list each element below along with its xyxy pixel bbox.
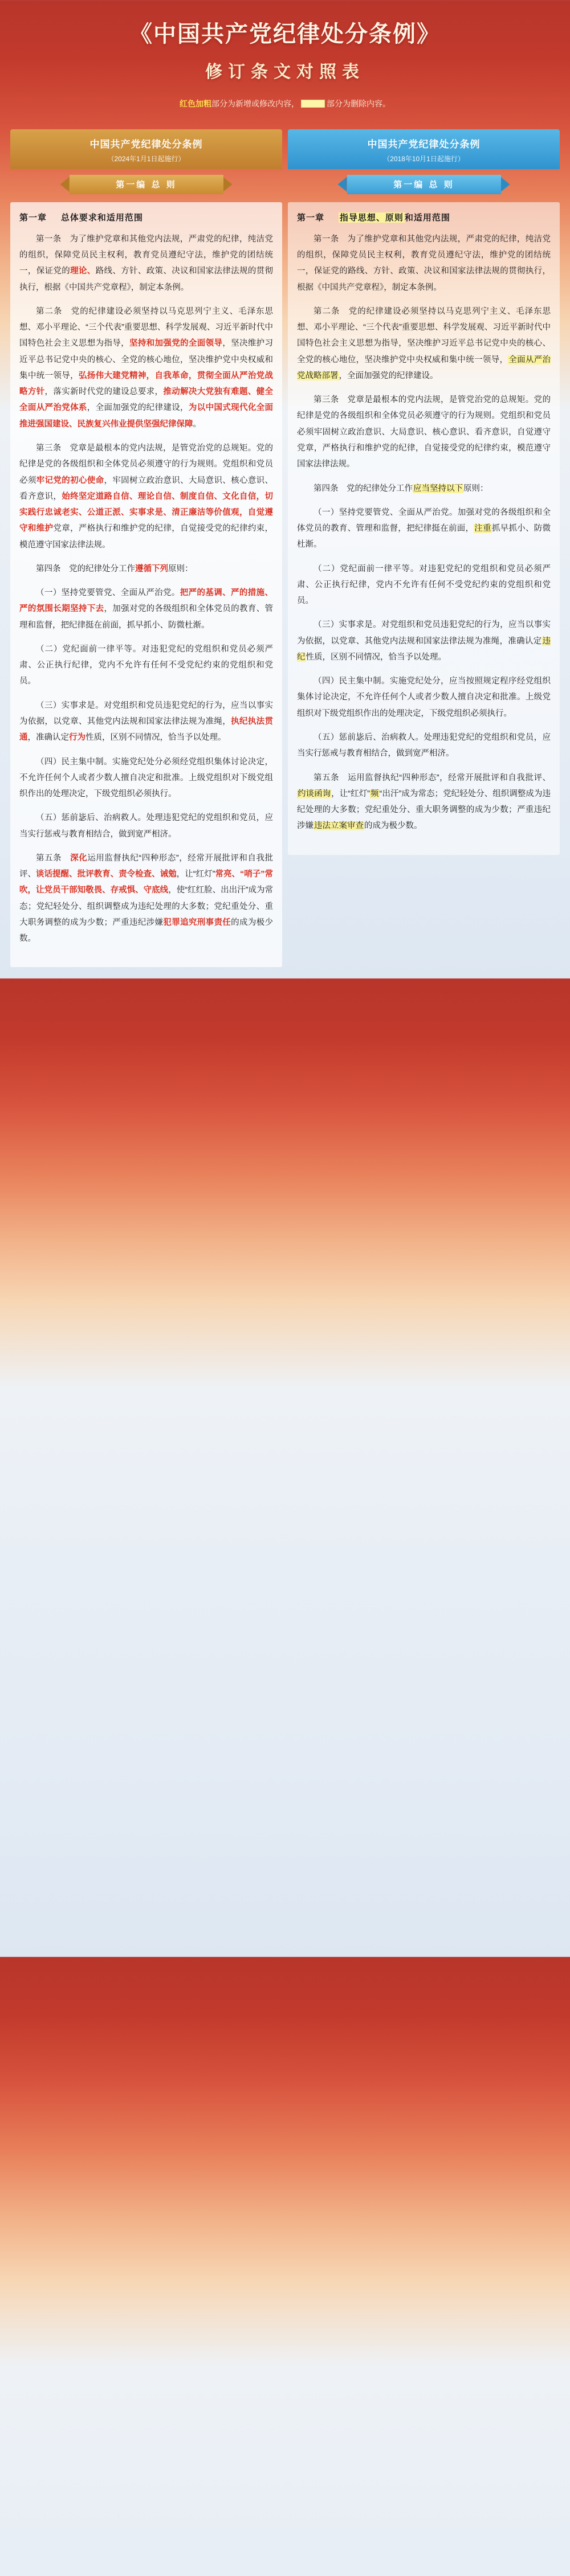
- right-article-4-item-2: （二）党纪面前一律平等。对违犯党纪的党组织和党员必须严肃、公正执行纪律，党内不允许有任何不受党纪约束的党组织和党员。: [297, 564, 551, 606]
- right-article-3: 第三条 党章是最根本的党内法规，是管党治党的总规矩。党的纪律是党的各级组织和全体党员必须遵守的行为规则。党组织和党员必须牢固树立政治意识、大局意识、核心意识、看齐意识，自觉遵守党章，严格执行和维护党的纪律，自觉接受党的纪律约束，模范遵守国家法律法规。: [297, 395, 551, 469]
- left-column-effective-date: （2024年1月1日起施行）: [107, 154, 185, 163]
- right-banner-wrap: [288, 175, 560, 194]
- page-title: 《中国共产党纪律处分条例》: [129, 21, 441, 47]
- right-chapter-title-rest: 和适用范围: [404, 212, 450, 223]
- left-article-4-item-5: （五）惩前毖后、治病救人。处理违犯党纪的党组织和党员，应当实行惩戒与教育相结合，做到宽严相济。: [19, 813, 273, 839]
- right-column-body: [288, 202, 560, 855]
- right-column-title: 中国共产党纪律处分条例: [367, 138, 481, 150]
- left-column-body: [10, 202, 282, 968]
- left-article-5: 第五条 深化运用监督执纪“四种形态”，经常开展批评和自我批评、谈话提醒、批评教育、责令检查、诫勉，让“红灯”常亮、“哨子”常吹，让党员干部知敬畏、存戒惧、守底线，使“红红脸、出出汗”成为常态；党纪轻处分、组织调整成为违纪处理的大多数；党纪重处分、重大职务调整的成为少数；严重违纪涉嫌犯罪追究刑事责任的成为极少数。: [19, 853, 274, 944]
- left-chapter-heading: [19, 211, 273, 223]
- column-headers: [0, 114, 570, 169]
- right-chapter-heading: [297, 211, 551, 223]
- left-chapter-title: 总体要求和适用范围: [60, 212, 143, 223]
- right-chapter-title-highlight: 指导思想、原则: [339, 212, 404, 223]
- legend: [108, 97, 462, 111]
- left-article-4: 第四条 党的纪律处分工作遵循下列原则：: [36, 564, 193, 574]
- right-article-1: 第一条 为了维护党章和其他党内法规，严肃党的纪律，纯洁党的组织，保障党员民主权利，教育党员遵纪守法，维护党的团结统一，保证党的路线、方针、政策、决议和国家法律法规的贯彻执行，根据《中国共产党章程》，制定本条例。: [297, 234, 551, 292]
- left-column-header: [10, 129, 282, 169]
- left-part-banner: 第一编 总 则: [70, 175, 223, 194]
- left-article-4-item-2: （二）党纪面前一律平等。对违犯党纪的党组织和党员必须严肃、公正执行纪律，党内不允许有任何不受党纪约束的党组织和党员。: [19, 644, 273, 686]
- right-part-banner: 第一编 总 则: [347, 175, 501, 194]
- left-banner-wrap: [10, 175, 282, 194]
- legend-end-text: 部分为删除内容。: [327, 99, 390, 108]
- comparison-document: [0, 0, 570, 978]
- left-chapter-prefix: 第一章: [19, 212, 47, 223]
- legend-red-label: 红色加粗: [180, 99, 211, 108]
- legend-yellow-swatch: [301, 100, 325, 108]
- right-article-4: 第四条 党的纪律处分工作应当坚持以下原则：: [314, 484, 488, 493]
- left-column-title: 中国共产党纪律处分条例: [89, 138, 203, 150]
- right-article-4-item-3: （三）实事求是。对党组织和党员违犯党纪的行为，应当以事实为依据，以党章、其他党内法规和国家法律法规为准绳，准确认定违纪性质，区别不同情况，恰当予以处理。: [297, 620, 551, 662]
- section-banners: [0, 169, 570, 194]
- right-chapter-prefix: 第一章: [297, 212, 325, 223]
- comparison-columns: [0, 194, 570, 968]
- left-article-3: 第三条 党章是最根本的党内法规，是管党治党的总规矩。党的纪律是党的各级组织和全体党员必须遵守的行为规则。党组织和党员必须牢记党的初心使命，牢固树立政治意识、大局意识、核心意识、看齐意识，始终坚定道路自信、理论自信、制度自信、文化自信，切实践行忠诚老实、公道正派、实事求是、清正廉洁等价值观，自觉遵守和维护党章，严格执行和维护党的纪律，自觉接受党的纪律约束，模范遵守国家法律法规。: [19, 443, 274, 550]
- right-column-header: [288, 129, 560, 169]
- left-article-2: 第二条 党的纪律建设必须坚持以马克思列宁主义、毛泽东思想、邓小平理论、“三个代表”重要思想、科学发展观、习近平新时代中国特色社会主义思想为指导，坚持和加强党的全面领导，坚决维护习近平总书记党中央的核心、全党的核心地位，坚决维护党中央权威和集中统一领导，弘扬伟大建党精神，自我革命，贯彻全面从严治党战略方针，落实新时代党的建设总要求，推动解决大党独有难题、健全全面从严治党体系，全面加强党的纪律建设，为以中国式现代化全面推进强国建设、民族复兴伟业提供坚强纪律保障。: [19, 306, 274, 429]
- right-article-4-item-1: （一）坚持党要管党、全面从严治党。加强对党的各级组织和全体党员的教育、管理和监督，把纪律挺在前面，注重抓早抓小、防微杜渐。: [297, 507, 551, 550]
- left-article-4-item-3: （三）实事求是。对党组织和党员违犯党纪的行为，应当以事实为依据，以党章、其他党内法规和国家法律法规为准绳，执纪执法贯通，准确认定行为性质，区别不同情况，恰当予以处理。: [19, 701, 274, 743]
- legend-middle-text: 部分为新增或修改内容，: [211, 99, 299, 108]
- document-header: [0, 0, 570, 114]
- left-article-4-item-1: （一）坚持党要管党、全面从严治党。把严的基调、严的措施、严的氛围长期坚持下去，加强对党的各级组织和全体党员的教育、管理和监督，把纪律挺在前面，抓早抓小、防微杜渐。: [19, 588, 274, 630]
- right-article-2: 第二条 党的纪律建设必须坚持以马克思列宁主义、毛泽东思想、邓小平理论、“三个代表”重要思想、科学发展观、习近平新时代中国特色社会主义思想为指导，坚决维护习近平总书记党中央的核心、全党的核心地位，坚决维护党中央权威和集中统一领导，全面从严治党战略部署，全面加强党的纪律建设。: [297, 306, 551, 380]
- right-article-4-item-5: （五）惩前毖后、治病救人。处理违犯党纪的党组织和党员，应当实行惩戒与教育相结合，做到宽严相济。: [297, 732, 551, 759]
- right-article-5: 第五条 运用监督执纪“四种形态”，经常开展批评和自我批评、约谈函询，让“红灯”频“出汗”成为常态；党纪轻处分、组织调整成为违纪处理的大多数；党纪重处分、重大职务调整的成为少数；严重违纪涉嫌违法立案审查的成为极少数。: [297, 773, 551, 831]
- left-article-1: 第一条 为了维护党章和其他党内法规，严肃党的纪律，纯洁党的组织，保障党员民主权利，教育党员遵纪守法，维护党的团结统一，保证党的理论、路线、方针、政策、决议和国家法律法规的贯彻执行，根据《中国共产党章程》，制定本条例。: [19, 234, 274, 292]
- right-column-effective-date: （2018年10月1日起施行）: [383, 154, 465, 163]
- page-subtitle: 修订条文对照表: [205, 62, 365, 82]
- left-article-4-item-4: （四）民主集中制。实施党纪处分必须经党组织集体讨论决定，不允许任何个人或者少数人擅自决定和批准。上级党组织对下级党组织作出的处理决定，下级党组织必须执行。: [19, 757, 273, 799]
- right-article-4-item-4: （四）民主集中制。实施党纪处分，应当按照规定程序经党组织集体讨论决定，不允许任何个人或者少数人擅自决定和批准。上级党组织对下级党组织作出的处理决定，下级党组织必须执行。: [297, 677, 551, 718]
